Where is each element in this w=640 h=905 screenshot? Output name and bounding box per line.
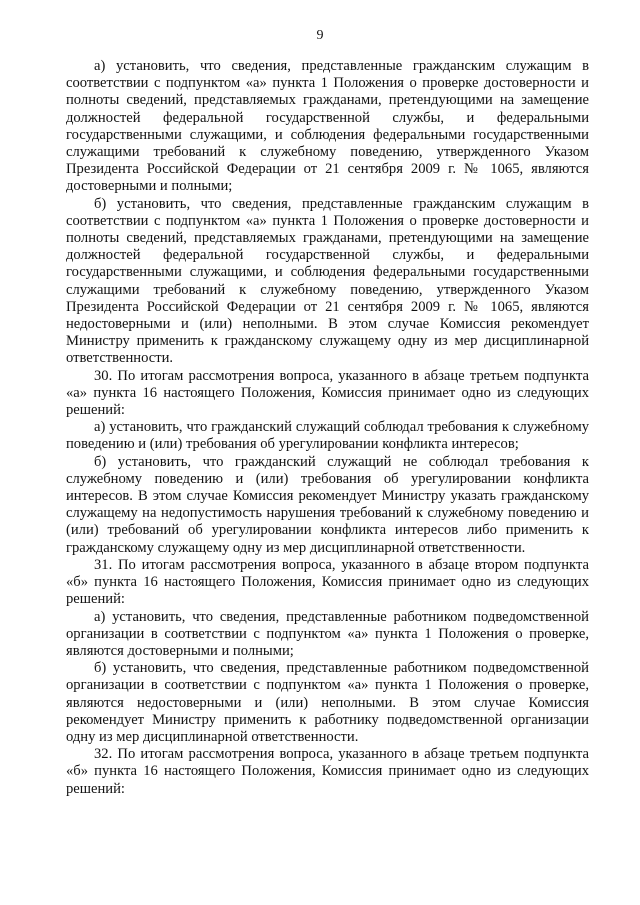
paragraph-32: 32. По итогам рассмотрения вопроса, указанного в абзаце третьем подпункта «б» пункта 16 настоящего Положения, Комиссия принимает одно из следующих решений:	[66, 746, 589, 797]
document-body	[66, 58, 589, 798]
paragraph-30b: б) установить, что гражданский служащий не соблюдал требования к служебному поведению и (или) требования об урегулировании конфликта интересов. В этом случае Комиссия рекомендует Министру указать гражданскому служащему на недопустимость нарушения требований к служебному поведению и (или) требований об урегулировании конфликта интересов либо применить к гражданскому служащему одну из мер дисциплинарной ответственности.	[66, 453, 589, 556]
page-number: 9	[316, 28, 324, 43]
paragraph-31: 31. По итогам рассмотрения вопроса, указанного в абзаце втором подпункта «б» пункта 16 настоящего Положения, Комиссия принимает одно из следующих решений:	[66, 556, 589, 608]
paragraph-29a: а) установить, что сведения, представленные гражданским служащим в соответствии с подпунктом «а» пункта 1 Положения о проверке достоверности и полноты сведений, представляемых гражданами, претендующими на замещение должностей федеральной государственной службы, и федеральными государственными служащими, и соблюдения федеральными государственными служащими требований к служебному поведению, утвержденного Указом Президента Российской Федерации от 21 сентября 2009 г. № 1065, являются достоверными и полными;	[66, 58, 589, 195]
paragraph-31a: а) установить, что сведения, представленные работником подведомственной организации в соответствии с подпунктом «а» пункта 1 Положения о проверке, являются достоверными и полными;	[66, 608, 589, 659]
paragraph-30a: а) установить, что гражданский служащий соблюдал требования к служебному поведению и (или) требования об урегулировании конфликта интересов;	[66, 419, 589, 453]
paragraph-31b: б) установить, что сведения, представленные работником подведомственной организации в соответствии с подпунктом «а» пункта 1 Положения о проверке, являются недостоверными и (или) неполными. В этом случае Комиссия рекомендует Министру применить к работнику подведомственной организации одну из мер дисциплинарной ответственности.	[66, 660, 589, 745]
paragraph-29b: б) установить, что сведения, представленные гражданским служащим в соответствии с подпунктом «а» пункта 1 Положения о проверке достоверности и полноты сведений, представляемых гражданами, претендующими на замещение должностей федеральной государственной службы, и федеральными государственными служащими, и соблюдения федеральными государственными служащими требований к служебному поведению, утвержденного Указом Президента Российской Федерации от 21 сентября 2009 г. № 1065, являются недостоверными и (или) неполными. В этом случае Комиссия рекомендует Министру применить к гражданскому служащему одну из мер дисциплинарной ответственности.	[66, 195, 589, 367]
paragraph-30: 30. По итогам рассмотрения вопроса, указанного в абзаце третьем подпункта «а» пункта 16 настоящего Положения, Комиссия принимает одно из следующих решений:	[66, 367, 589, 419]
